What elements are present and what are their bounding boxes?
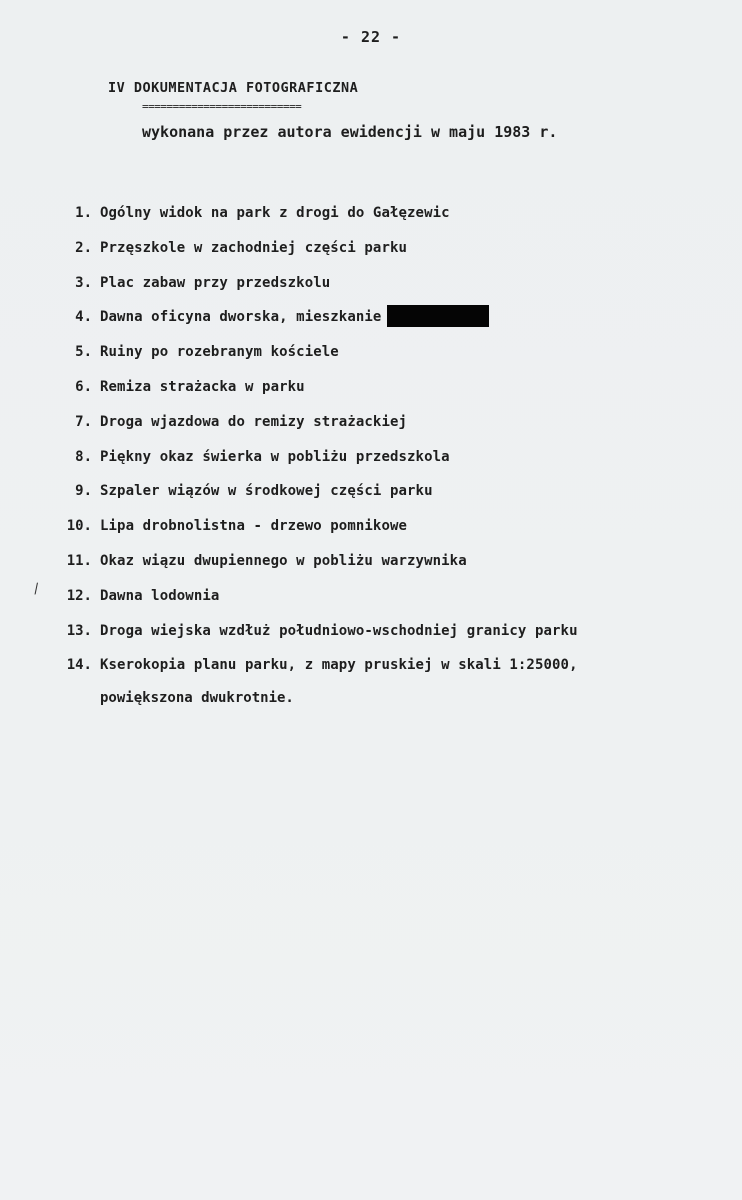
item-number: 3. [75, 274, 92, 291]
item-text: Przęszkole w zachodniej części parku [100, 239, 408, 256]
list-item [0, 548, 742, 583]
item-text: Ruiny po rozebranym kościele [100, 344, 339, 361]
section-heading: IV DOKUMENTACJA FOTOGRAFICZNA [108, 80, 359, 96]
page-number: - 22 - [340, 28, 402, 46]
photo-list [0, 200, 742, 687]
item-text: Dawna oficyna dworska, mieszkanie [100, 309, 382, 326]
redaction-bar [387, 305, 489, 327]
item-number: 1. [75, 205, 92, 221]
list-item [0, 444, 742, 479]
item-text: Droga wjazdowa do remizy strażackiej [100, 413, 408, 430]
item-text: Piękny okaz świerka w pobliżu przedszkola [100, 448, 450, 465]
list-item [0, 409, 742, 444]
list-item [0, 339, 742, 374]
item-number: 4. [75, 309, 92, 326]
list-item [0, 270, 742, 305]
item-number: 9. [75, 483, 92, 500]
item-number: 13. [66, 622, 92, 639]
list-item [0, 618, 742, 653]
item-text: Lipa drobnolistna - drzewo pomnikowe [100, 518, 408, 535]
item-number: 6. [75, 378, 92, 395]
item-number: 8. [75, 448, 92, 465]
list-item [0, 200, 742, 235]
section-subtitle: wykonana przez autora ewidencji w maju 1983 r. [142, 123, 558, 141]
item-text: Kserokopia planu parku, z mapy pruskiej w skali 1:25000, [100, 657, 578, 674]
list-item [0, 580, 742, 618]
item-number: 5. [75, 344, 92, 361]
item-text: Ogólny widok na park z drogi do Gałęzewic [100, 205, 450, 221]
list-item [0, 478, 742, 513]
item-text: Droga wiejska wzdłuż południowo-wschodniej granicy parku [100, 622, 578, 639]
item-text: Dawna lodownia [100, 587, 220, 604]
list-item [0, 652, 742, 687]
item-number: 11. [66, 552, 92, 569]
item-14-continuation: powiększona dwukrotnie. [100, 690, 294, 706]
margin-mark: / [33, 580, 40, 598]
item-text-with-redaction [100, 304, 489, 330]
item-text: Szpaler wiązów w środkowej części parku [100, 483, 433, 500]
item-text: Plac zabaw przy przedszkolu [100, 274, 331, 291]
list-item [0, 235, 742, 270]
list-item [0, 374, 742, 409]
item-number: 10. [66, 518, 92, 535]
item-number: 14. [66, 657, 92, 674]
list-item [0, 513, 742, 548]
item-number: 12. [66, 587, 92, 604]
list-item [0, 304, 742, 339]
item-text: Okaz wiązu dwupiennego w pobliżu warzywnika [100, 552, 467, 569]
item-text: Remiza strażacka w parku [100, 378, 305, 395]
item-number: 2. [75, 239, 92, 256]
item-number: 7. [75, 413, 92, 430]
heading-underline: ========================== [142, 100, 302, 113]
